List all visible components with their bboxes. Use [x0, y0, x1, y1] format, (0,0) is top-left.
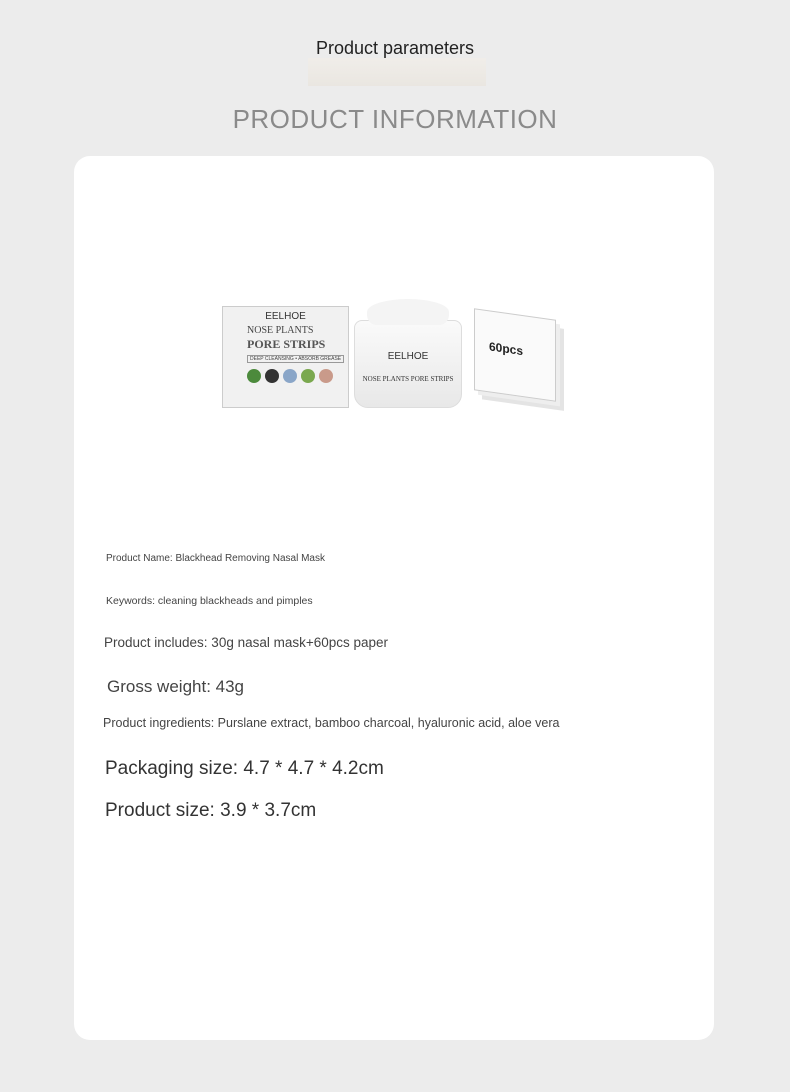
paper-strips: [474, 308, 556, 402]
jar-brand: EELHOE: [387, 351, 429, 362]
info-keywords: Keywords: cleaning blackheads and pimples: [106, 595, 313, 607]
box-line2: PORE STRIPS: [247, 337, 326, 351]
cream: [367, 299, 449, 325]
product-jar: [354, 320, 462, 408]
info-includes: Product includes: 30g nasal mask+60pcs paper: [104, 635, 389, 650]
jar-name: NOSE PLANTS PORE STRIPS: [362, 375, 454, 383]
product-image: [222, 286, 577, 411]
ingredient-icons: [247, 369, 333, 383]
page-title: Product parameters: [315, 38, 475, 58]
product-info-card: [74, 156, 714, 1040]
section-subtitle: PRODUCT INFORMATION: [232, 104, 558, 134]
info-ingredients: Product ingredients: Purslane extract, bamboo charcoal, hyaluronic acid, aloe vera: [103, 716, 560, 730]
title-underline: [308, 58, 486, 86]
info-packaging-size: Packaging size: 4.7 * 4.7 * 4.2cm: [105, 758, 384, 779]
strips-count: 60pcs: [489, 339, 524, 359]
box-tagline: DEEP CLEANSING • ABSORB GREASE: [247, 355, 344, 363]
box-line1: NOSE PLANTS: [247, 325, 314, 336]
info-product-name: Product Name: Blackhead Removing Nasal Mask: [106, 553, 325, 564]
info-product-size: Product size: 3.9 * 3.7cm: [105, 800, 317, 821]
box-brand: EELHOE: [265, 311, 306, 322]
info-gross-weight: Gross weight: 43g: [107, 677, 245, 696]
product-box: [222, 306, 349, 408]
